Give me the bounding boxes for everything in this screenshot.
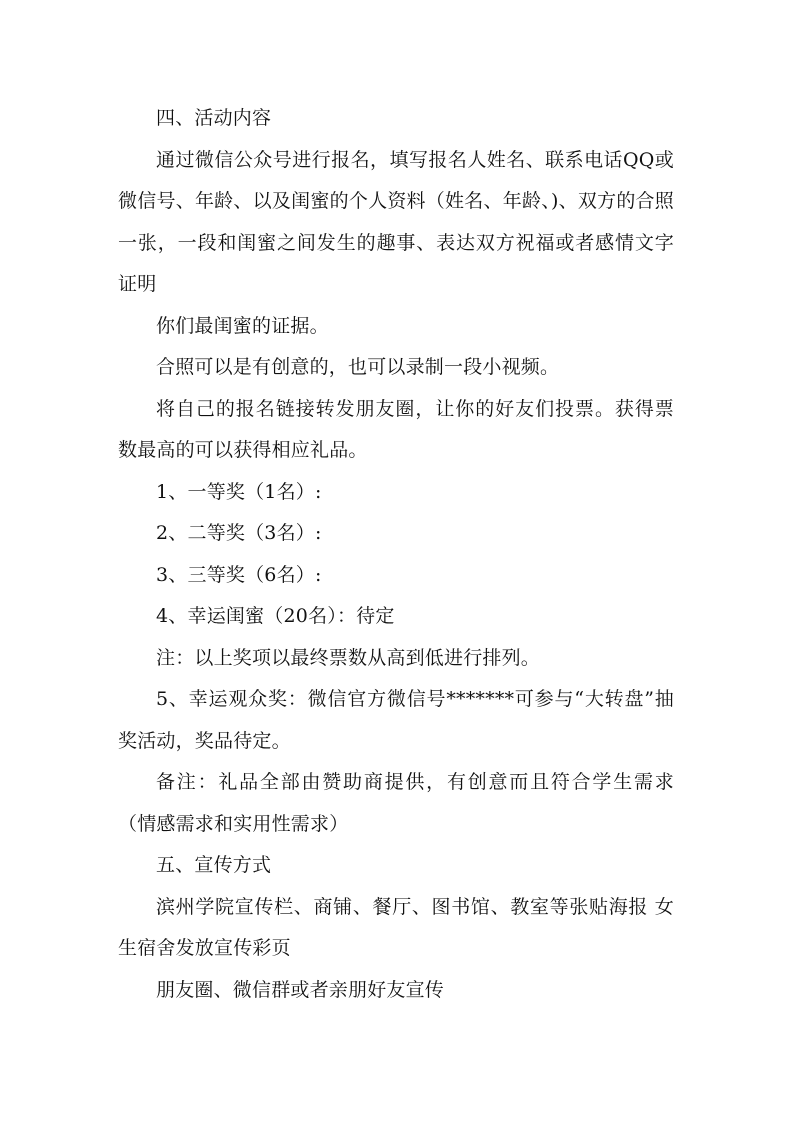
paragraph-note: 注：以上奖项以最终票数从高到低进行排列。 <box>156 646 541 669</box>
paragraph-posters: 滨州学院宣传栏、商铺、餐厅、图书馆、教室等张贴海报 女生宿舍发放宣传彩页 <box>118 895 674 959</box>
prize-item-third: 3、三等奖（6名）: <box>156 563 322 586</box>
paragraph-registration: 通过微信公众号进行报名，填写报名人姓名、联系电话QQ或微信号、年龄、以及闺蜜的个人资料（姓名、年龄、)、双方的合照一张，一段和闺蜜之间发生的趣事、表达双方祝福或者感情文字证明 <box>118 148 674 295</box>
prize-item-lucky-bestie: 4、幸运闺蜜（20名）：待定 <box>156 605 395 627</box>
paragraph-photo: 合照可以是有创意的，也可以录制一段小视频。 <box>156 356 560 378</box>
prize-item-first: 1、一等奖（1名）: <box>156 480 322 503</box>
section-heading-activity-content: 四、活动内容 <box>156 107 272 129</box>
section-heading-promotion: 五、宣传方式 <box>156 854 272 876</box>
paragraph-voting: 将自己的报名链接转发朋友圈，让你的好友们投票。获得票数最高的可以获得相应礼品。 <box>118 397 674 461</box>
prize-item-second: 2、二等奖（3名）: <box>156 522 322 544</box>
paragraph-remark: 备注：礼品全部由赞助商提供，有创意而且符合学生需求（情感需求和实用性需求） <box>118 771 674 835</box>
paragraph-evidence: 你们最闺蜜的证据。 <box>156 314 329 337</box>
document-body <box>118 98 674 1011</box>
paragraph-social: 朋友圈、微信群或者亲朋好友宣传 <box>156 978 445 1001</box>
prize-item-lucky-audience: 5、幸运观众奖：微信官方微信号*******可参与“大转盘”抽奖活动，奖品待定。 <box>118 688 674 752</box>
